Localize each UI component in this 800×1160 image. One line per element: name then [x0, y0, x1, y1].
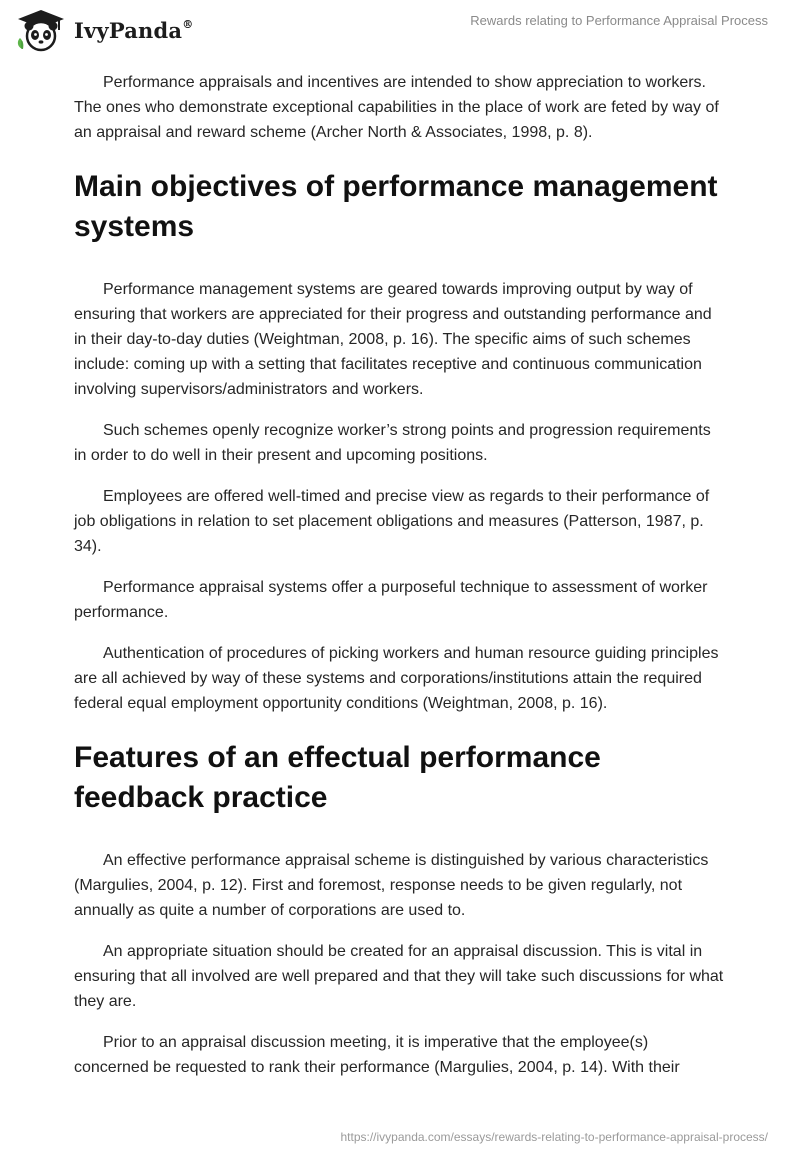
section-heading-features: Features of an effectual performance feedback practice: [74, 741, 601, 814]
body-paragraph: Authentication of procedures of picking workers and human resource guiding principles are all achieved by way of these systems and corporations/institutions attain the required federal equal employment opportunity conditions (Weightman, 2008, p. 16).: [74, 645, 719, 712]
registered-mark: ®: [182, 17, 194, 31]
body-paragraph: Performance appraisal systems offer a purposeful technique to assessment of worker performance.: [74, 579, 708, 621]
panda-graduate-icon: [14, 8, 68, 52]
body-paragraph: Prior to an appraisal discussion meeting, it is imperative that the employee(s) concerned be requested to rank their performance (Margulies, 2004, p. 14). With their: [74, 1034, 680, 1076]
logo-wordmark: [74, 18, 193, 43]
body-paragraph: Performance management systems are geared towards improving output by way of ensuring that workers are appreciated for their progress and outstanding performance and in their day-to-day duties (Weightman, 2008, p. 16). The specific aims of such schemes include: coming up with a setting that facilitates receptive and continuous communication involving supervisors/administrators and workers.: [74, 281, 712, 398]
source-url[interactable]: https://ivypanda.com/essays/rewards-relating-to-performance-appraisal-process/: [340, 1130, 768, 1144]
essay-body: [74, 70, 724, 1096]
intro-paragraph: Performance appraisals and incentives are intended to show appreciation to workers. The ones who demonstrate exceptional capabilities in the place of work are feted by way of an appraisal and reward scheme (Archer North & Associates, 1998, p. 8).: [74, 74, 719, 141]
body-paragraph: Employees are offered well-timed and precise view as regards to their performance of job obligations in relation to set placement obligations and measures (Patterson, 1987, p. 34).: [74, 488, 710, 555]
ivypanda-logo[interactable]: [14, 8, 193, 52]
logo-name: IvyPanda: [74, 17, 183, 43]
body-paragraph: An effective performance appraisal scheme is distinguished by various characteristics (Margulies, 2004, p. 12). First and foremost, response needs to be given regularly, not annually as quite a number of corporations are used to.: [74, 852, 709, 919]
document-title: Rewards relating to Performance Appraisal Process: [470, 13, 768, 28]
page-header: [0, 0, 800, 62]
body-paragraph: Such schemes openly recognize worker’s strong points and progression requirements in order to do well in their present and upcoming positions.: [74, 422, 711, 464]
section-heading-objectives: Main objectives of performance management systems: [74, 170, 718, 243]
body-paragraph: An appropriate situation should be created for an appraisal discussion. This is vital in ensuring that all involved are well prepared and that they will take such discussions for what they are.: [74, 943, 724, 1010]
